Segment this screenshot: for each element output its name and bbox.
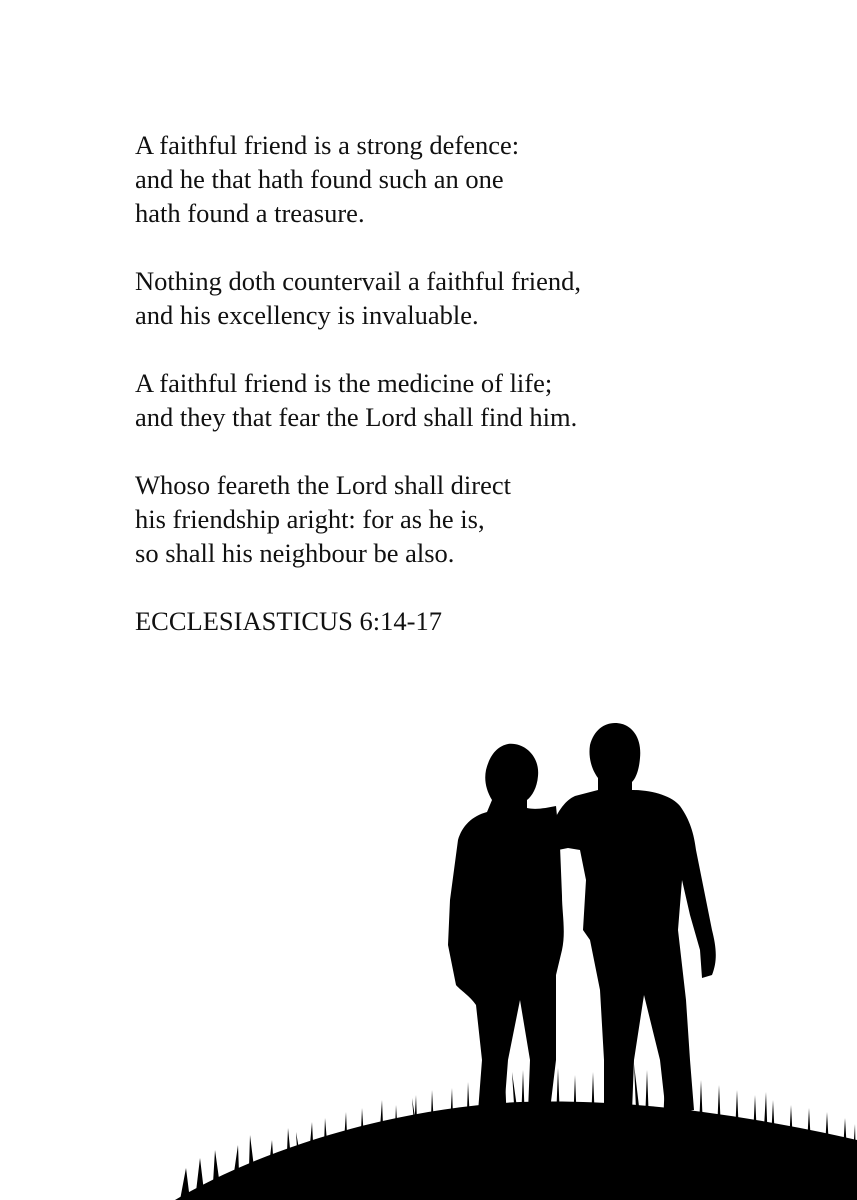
poem-line: and he that hath found such an one <box>135 164 504 194</box>
poem-line: Whoso feareth the Lord shall direct <box>135 470 512 500</box>
poem-line: Nothing doth countervail a faithful friend, <box>135 266 581 296</box>
poem-line: A faithful friend is a strong defence: <box>135 130 520 160</box>
poem-line: hath found a treasure. <box>135 198 365 228</box>
stanza-4 <box>135 468 835 570</box>
stanza-3 <box>135 366 835 434</box>
poem-line: and they that fear the Lord shall find him. <box>135 402 578 432</box>
right-figure-silhouette <box>552 723 716 1114</box>
poem-line: so shall his neighbour be also. <box>135 538 455 568</box>
stanza-2 <box>135 264 835 332</box>
poem <box>135 128 835 638</box>
scripture-citation: ECCLESIASTICUS 6:14-17 <box>135 606 442 636</box>
poem-line: A faithful friend is the medicine of life; <box>135 368 553 398</box>
left-figure-silhouette <box>448 744 564 1112</box>
poem-line: his friendship aright: for as he is, <box>135 504 485 534</box>
friends-silhouette-icon <box>0 700 857 1200</box>
poem-line: and his excellency is invaluable. <box>135 300 479 330</box>
stanza-1 <box>135 128 835 230</box>
